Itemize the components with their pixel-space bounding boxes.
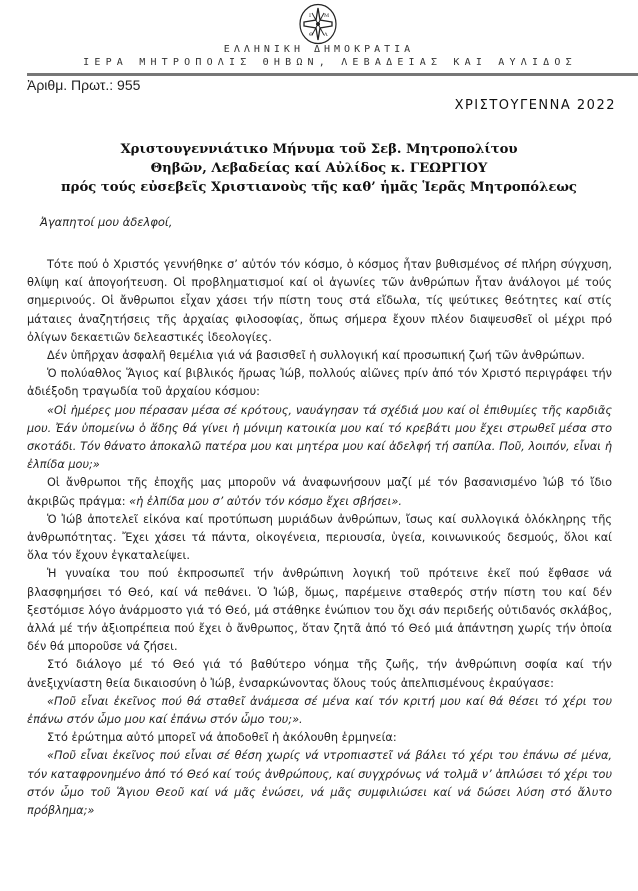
header-divider — [27, 73, 638, 76]
document-title — [0, 140, 638, 197]
svg-text:Θ: Θ — [309, 32, 314, 38]
double-headed-cross-seal-icon — [298, 3, 338, 45]
inline-quote: «ἡ ἐλπίδα μου σ’ αὐτόν τόν κόσμο ἔχει σβήσει». — [129, 494, 402, 508]
message-body — [27, 256, 612, 820]
protocol-number: Ἀριθμ. Πρωτ.: 955 — [27, 77, 141, 93]
svg-text:M: M — [324, 13, 330, 19]
metropolis-seal-logo — [298, 3, 338, 45]
title-line-2: Θηβῶν, Λεβαδείας καί Αὐλίδος κ. ΓΕΩΡΓΙΟΥ — [150, 161, 488, 176]
paragraph-text: Οἱ ἄνθρωποι τῆς ἐποχῆς μας μποροῦν νά ἀναφωνήσουν μαζί μέ τόν βασανισμένο Ἰώβ τό ἴδιο ἀκριβῶς πράγμα: — [27, 476, 612, 508]
paragraph: Δέν ὑπῆρχαν ἀσφαλῆ θεμέλια γιά νά βασισθεῖ ἡ συλλογική καί προσωπική ζωή τῶν ἀνθρώπων. — [47, 349, 585, 363]
salutation: Ἀγαπητοί μου ἀδελφοί, — [40, 215, 173, 229]
paragraph: Ὁ Ἰώβ ἀποτελεῖ εἰκόνα καί προτύπωση μυριάδων ἀνθρώπων, ἴσως καί συλλογικά ὁλόκληρης τῆς ἀνθρωπότητας. Ἔχει χάσει τά πάντα, οἰκογένεια, περιουσία, ὑγεία, κοινωνικούς δεσμούς, ὅλοι καί ὅλα τόν ἔχουν ἐγκαταλείψει. — [27, 512, 612, 563]
scripture-quote: «Οἱ ἡμέρες μου πέρασαν μέσα σέ κρότους, ναυάγησαν τά σχέδιά μου καί οἱ ἐπιθυμίες τῆς καρδιᾶς μου. Ἐάν ὑπομείνω ὁ ἅδης θά γίνει ἡ μόνιμη κατοικία μου καί τό κρεβάτι μου ἔχει στρωθεῖ μέσα στο σκοτάδι. Τόν θάνατο ἀποκαλῶ πατέρα μου και μητέρα μου καί ἀδελφή τή σαπίλα. Ποῦ, λοιπόν, εἶναι ἡ ἐλπίδα μου;» — [27, 403, 612, 472]
svg-text:Λ: Λ — [324, 32, 328, 38]
paragraph — [27, 474, 612, 510]
occasion-label: ΧΡΙΣΤΟΥΓΕΝΝΑ 2022 — [454, 98, 616, 113]
state-header: ΕΛΛΗΝΙΚΗ ΔΗΜΟΚΡΑΤΙΑ — [223, 44, 415, 55]
svg-text:I: I — [309, 13, 311, 19]
metropolis-header: ΙΕΡΑ ΜΗΤΡΟΠΟΛΙΣ ΘΗΒΩΝ, ΛΕΒΑΔΕΙΑΣ ΚΑΙ ΑΥΛΙΔΟΣ — [83, 57, 577, 68]
scripture-quote: «Ποῦ εἶναι ἐκεῖνος πού θά σταθεῖ ἀνάμεσα σέ μένα καί τόν κριτή μου καί θά θέσει τό χέρι του ἐπάνω στόν ὦμο μου καί ἐπάνω στόν ὦμο του;». — [27, 694, 612, 727]
paragraph: Ἡ γυναίκα του πού ἐκπροσωπεῖ τήν ἀνθρώπινη λογική τοῦ πρότεινε ἐκεῖ πού ἔφθασε νά βλασφημήσει τό Θεό, καί νά πεθάνει. Ὁ Ἰώβ, ὅμως, παρέμεινε σταθερός στήν πίστη του καί δέν ξεστόμισε λόγο ἀνάρμοστο γιά τό Θεό, μά στάθηκε ἐνώπιον του ὄχι σάν περιδεής οὐτιδανός σκλάβος, ἀλλά μέ τήν ἀξιοπρέπεια πού ἔχει ὁ ἄνθρωπος, ὅταν ζητᾶ ἀπό τό Θεό μιά ἀπάντηση χωρίς τήν ὁποία δέν θά μποροῦσε νά ζήσει. — [27, 567, 612, 654]
scripture-quote: «Ποῦ εἶναι ἐκεῖνος πού εἶναι σέ θέση χωρίς νά ντροπιαστεῖ νά βάλει τό χέρι του ἐπάνω σέ μένα, τόν καταφρονημένο ἀπό τό Θεό καί τούς ἀνθρώπους, καί συγχρόνως νά τολμᾶ ν’ ἁπλώσει τό χέρι του στόν ὦμο τοῦ Ἅγιου Θεοῦ καί νά μᾶς ἑνώσει, νά μᾶς συμφιλιώσει καί νά δώσει λύση στό ἄλυτο πρόβλημα;» — [27, 749, 612, 818]
title-line-1: Χριστουγεννιάτικο Μήνυμα τοῦ Σεβ. Μητροπολίτου — [120, 142, 518, 157]
paragraph: Στό διάλογο μέ τό Θεό γιά τό βαθύτερο νόημα τῆς ζωῆς, τήν ἀνθρώπινη σοφία καί τήν ἀνεξιχνίαστη θεία δικαιοσύνη ὁ Ἰώβ, ἐνσαρκώνοντας ὅλους τούς ἀπελπισμένους ἐκραύγασε: — [27, 658, 612, 690]
paragraph: Τότε πού ὁ Χριστός γεννήθηκε σ’ αὐτόν τόν κόσμο, ὁ κόσμος ἦταν βυθισμένος σέ πλήρη σύγχυση, θλίψη καί ἀπογοήτευση. Οἱ προβληματισμοί καί οἱ ἀγωνίες τῶν ἀνθρώπων ἦταν ἀνάλογοι μέ τούς σημερινούς. Οἱ ἄνθρωποι εἶχαν χάσει τήν πίστη τους στά εἴδωλα, τίς ψεύτικες θεότητες καί στίς μάταιες ἀναζητήσεις τῆς ἀρχαίας φιλοσοφίας, ὅπως σήμερα ἔχουν πλέον διαψευσθεῖ οἱ μέχρι πρό ὀλίγων δεκαετιῶν δελεαστικές ἰδεολογίες. — [27, 258, 612, 344]
title-line-3: πρός τούς εὐσεβεῖς Χριστιανοὺς τῆς καθ’ ἡμᾶς Ἱερᾶς Μητροπόλεως — [61, 180, 577, 195]
paragraph: Στό ἐρώτημα αὐτό μπορεῖ νά ἀποδοθεῖ ἡ ἀκόλουθη ἑρμηνεία: — [47, 731, 397, 745]
paragraph: Ὁ πολύαθλος Ἅγιος καί βιβλικός ἥρωας Ἰώβ, πολλούς αἰῶνες πρίν ἀπό τόν Χριστό περιγράφει τήν ἀδιέξοδη τραγωδία τοῦ ἀρχαίου κόσμου: — [27, 367, 612, 399]
